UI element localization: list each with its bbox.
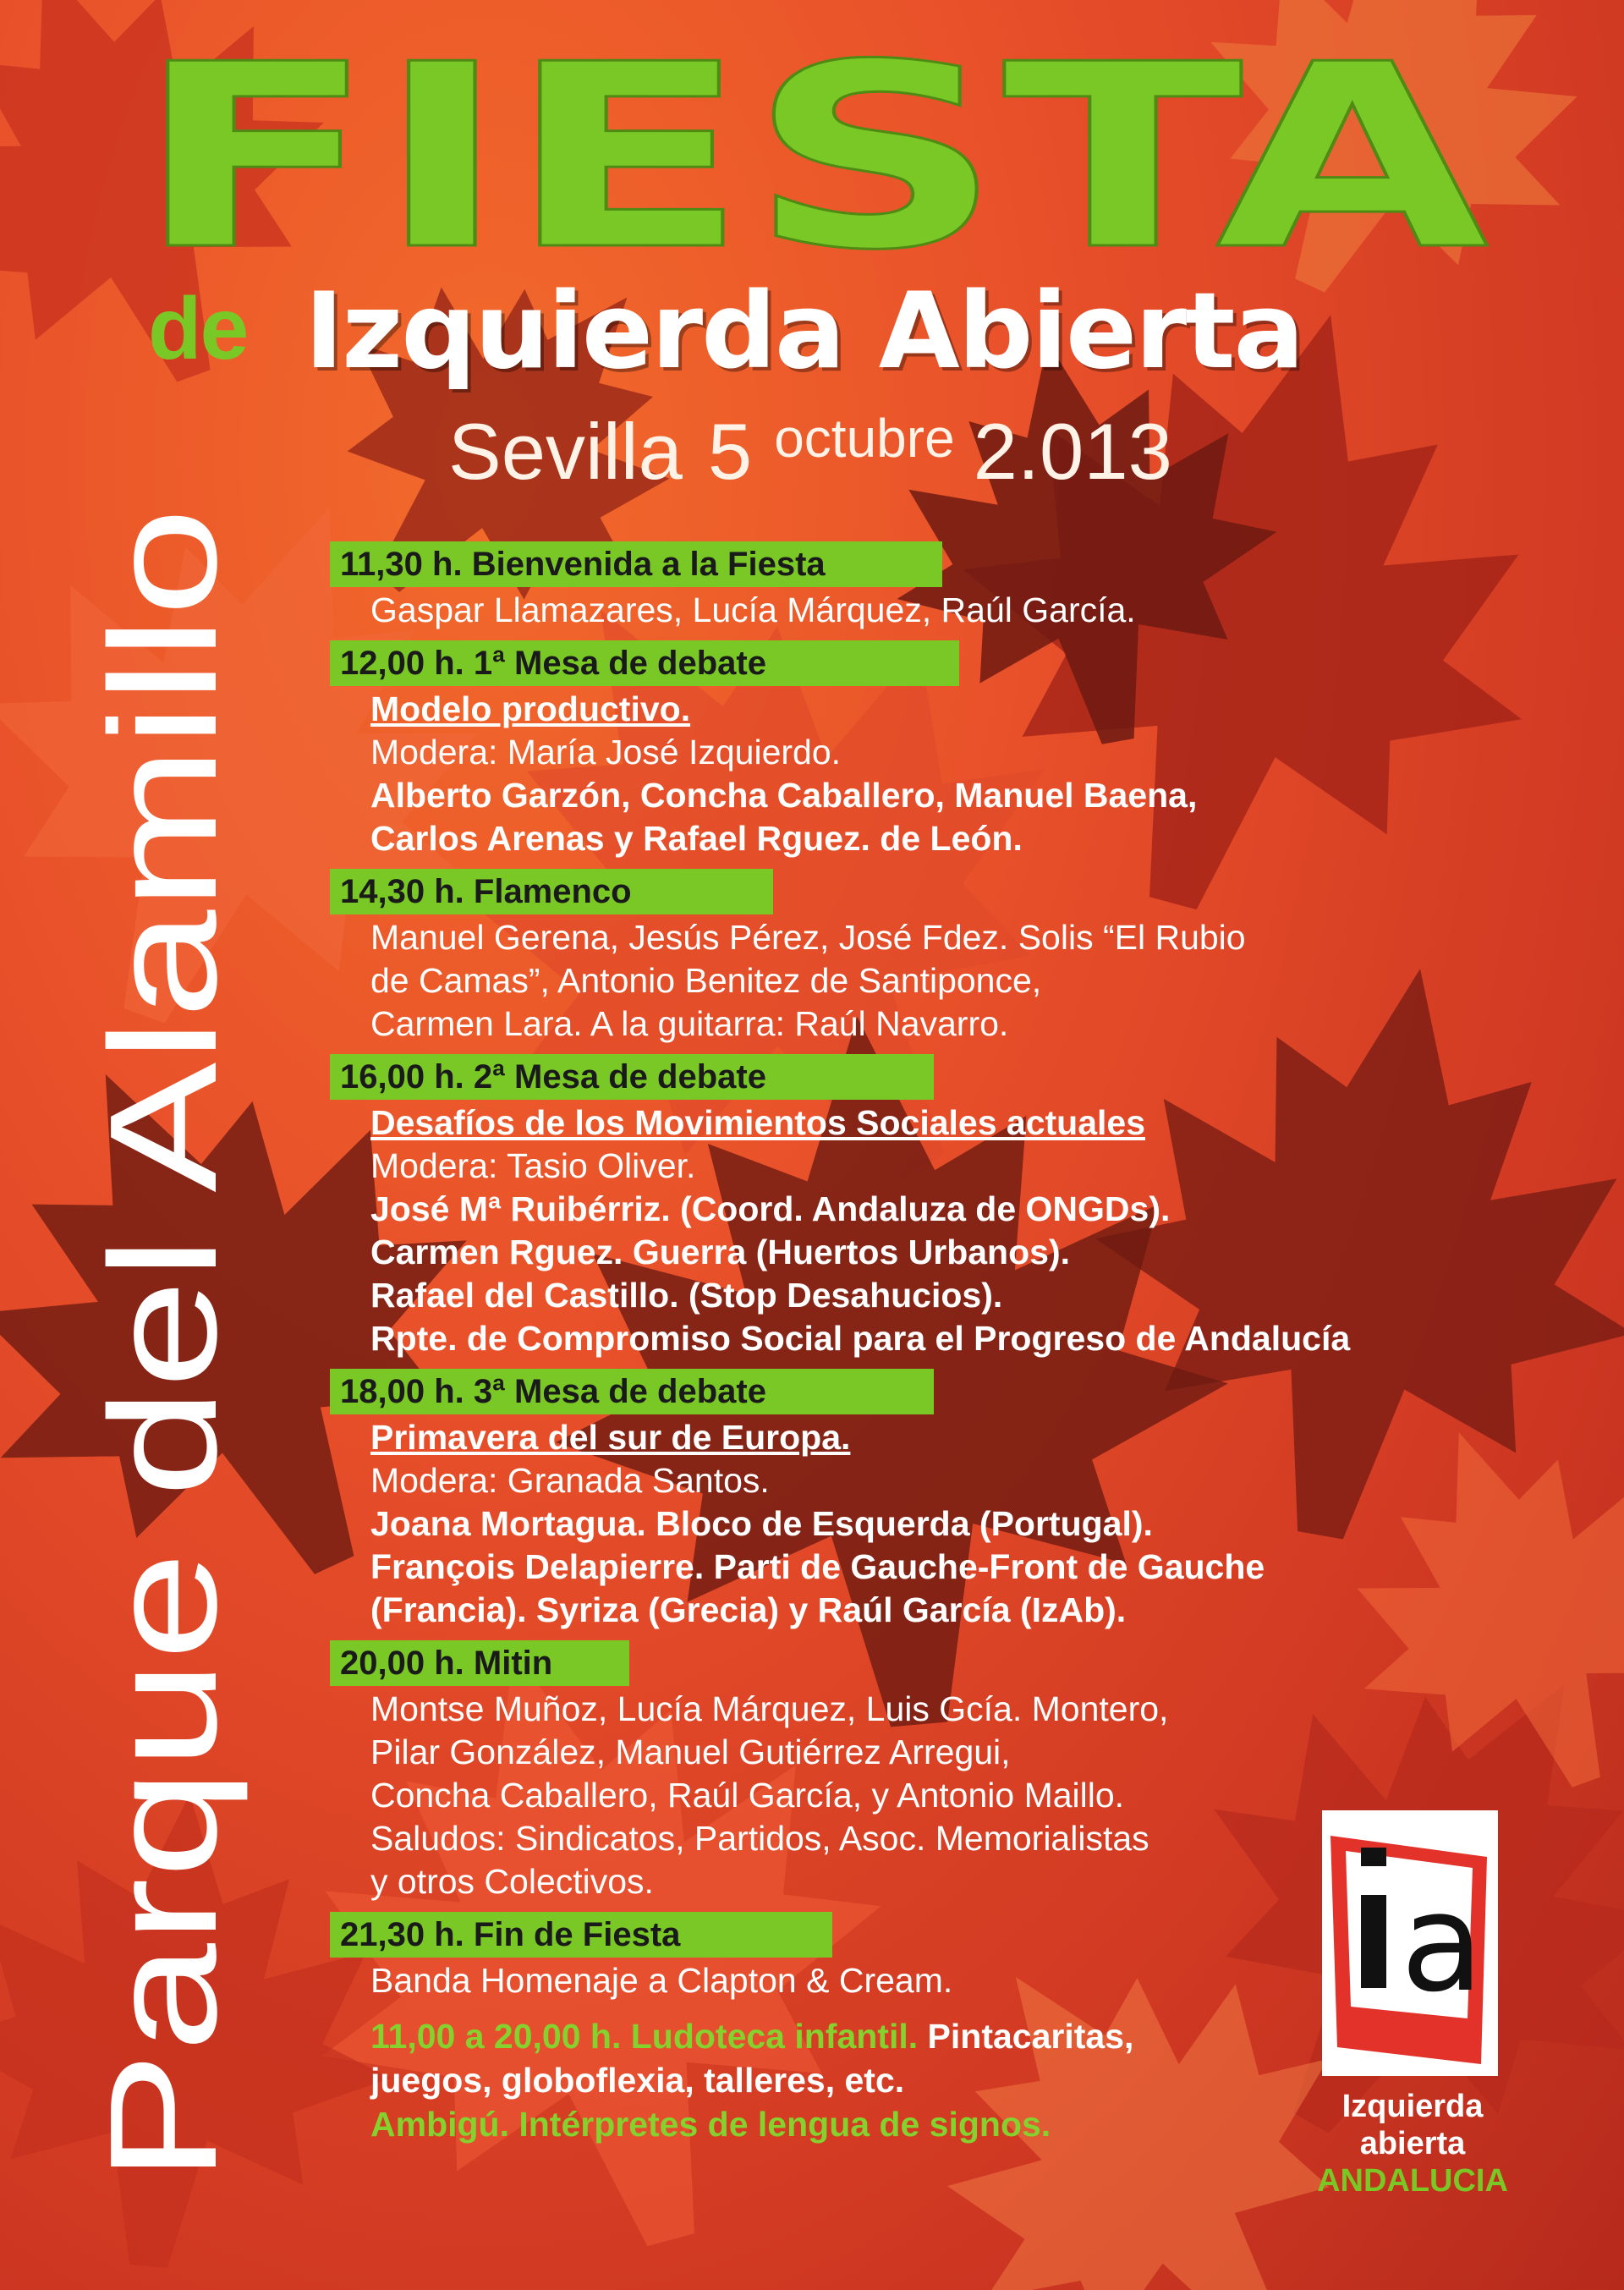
- program-detail-line: Rafael del Castillo. (Stop Desahucios).: [370, 1276, 1003, 1315]
- program-title: Mitin: [473, 1645, 553, 1682]
- program-item-details: [330, 1416, 1531, 1632]
- program-detail-line: Carlos Arenas y Rafael Rguez. de León.: [370, 819, 1023, 858]
- svg-text:a: a: [1400, 1864, 1484, 2022]
- fiesta-title-text: FIESTA: [135, 34, 1492, 288]
- program-detail-line: Montse Muñoz, Lucía Márquez, Luis Gcía. Montero,: [370, 1689, 1169, 1728]
- program-topic: Modelo productivo.: [370, 689, 691, 728]
- program-item-heading: [330, 1640, 629, 1686]
- program-title: Bienvenida a la Fiesta: [471, 546, 826, 583]
- program-title: 1ª Mesa de debate: [473, 645, 766, 682]
- program-topic: Desafíos de los Movimientos Sociales actuales: [370, 1103, 1146, 1142]
- date-year: 2.013: [973, 407, 1172, 496]
- program-title: Flamenco: [473, 873, 632, 910]
- ludoteca-note: 11,00 a 20,00 h. Ludoteca infantil.: [370, 2017, 919, 2056]
- program-detail-line: Joana Mortagua. Bloco de Esquerda (Portugal).: [370, 1504, 1153, 1543]
- program-detail-line: Modera: María José Izquierdo.: [370, 733, 842, 772]
- program-detail-line: Carmen Rguez. Guerra (Huertos Urbanos).: [370, 1233, 1070, 1271]
- date-city: Sevilla: [448, 407, 683, 496]
- program-detail-line: Rpte. de Compromiso Social para el Progreso de Andalucía: [370, 1319, 1351, 1358]
- venue-vertical: [34, 491, 262, 2208]
- ia-logo-icon: [1322, 1810, 1498, 2076]
- program-title: Fin de Fiesta: [473, 1916, 681, 1953]
- organization-title: Izquierda Abierta: [304, 271, 1303, 393]
- ludoteca-activities: juegos, globoflexia, talleres, etc.: [370, 2061, 905, 2100]
- date-day: 5: [707, 407, 753, 496]
- program-detail-line: Saludos: Sindicatos, Partidos, Asoc. Memorialistas: [370, 1819, 1149, 1858]
- date-month: octubre: [774, 408, 955, 469]
- program-detail-line: Gaspar Llamazares, Lucía Márquez, Raúl García.: [370, 590, 1136, 629]
- logo-name-line1: Izquierda: [1341, 2089, 1484, 2124]
- program-detail-line: Modera: Granada Santos.: [370, 1461, 770, 1500]
- program-item-heading: [330, 1369, 934, 1414]
- program-detail-line: Concha Caballero, Raúl García, y Antonio Maillo.: [370, 1776, 1125, 1815]
- program-time: 16,00 h.: [340, 1058, 464, 1096]
- program-item: [330, 1369, 1531, 1632]
- ludoteca-activities-start: Pintacaritas,: [927, 2017, 1134, 2056]
- program-item-details: [330, 688, 1531, 860]
- logo-caption: [1303, 2088, 1522, 2199]
- program-detail-line: José Mª Ruibérriz. (Coord. Andaluza de ONGDs).: [370, 1189, 1171, 1228]
- services-note: Ambigú. Intérpretes de lengua de signos.: [370, 2105, 1051, 2144]
- event-date: [448, 406, 1172, 497]
- program-topic: Primavera del sur de Europa.: [370, 1418, 851, 1457]
- program-detail-line: (Francia). Syriza (Grecia) y Raúl García (IzAb).: [370, 1590, 1127, 1629]
- logo-region: ANDALUCIA: [1317, 2163, 1508, 2199]
- program-time: 21,30 h.: [340, 1916, 464, 1953]
- program-item-heading: [330, 640, 959, 686]
- fiesta-title: [127, 34, 1497, 288]
- program-detail-line: Modera: Tasio Oliver.: [370, 1146, 696, 1185]
- program-item-details: [330, 916, 1531, 1046]
- venue-text: Parque del Alamillo: [79, 879, 249, 2183]
- program-item-heading: [330, 869, 773, 914]
- program-detail-line: Pilar González, Manuel Gutiérrez Arregui,: [370, 1733, 1011, 1771]
- program-item-details: [330, 1101, 1531, 1360]
- program-item-heading: [330, 1054, 934, 1100]
- title-connector: de: [148, 280, 248, 378]
- program-time: 20,00 h.: [340, 1645, 464, 1682]
- program-item-heading: [330, 541, 942, 587]
- program-detail-line: de Camas”, Antonio Benitez de Santiponce,: [370, 961, 1042, 1000]
- program-title: 3ª Mesa de debate: [473, 1373, 766, 1410]
- program-detail-line: Banda Homenaje a Clapton & Cream.: [370, 1961, 953, 2000]
- program-detail-line: Manuel Gerena, Jesús Pérez, José Fdez. Solis “El Rubio: [370, 918, 1246, 957]
- program-item: [330, 541, 1531, 632]
- program-detail-line: Carmen Lara. A la guitarra: Raúl Navarro.: [370, 1004, 1009, 1043]
- program-item-heading: [330, 1912, 832, 1958]
- program-time: 12,00 h.: [340, 645, 464, 682]
- program-item: [330, 640, 1531, 860]
- program-time: 18,00 h.: [340, 1373, 464, 1410]
- program-item: [330, 1054, 1531, 1360]
- logo-name-line2: abierta: [1359, 2126, 1466, 2161]
- program-detail-line: François Delapierre. Parti de Gauche-Front de Gauche: [370, 1547, 1265, 1586]
- program-time: 14,30 h.: [340, 873, 464, 910]
- program-item-details: [330, 589, 1531, 632]
- program-detail-line: y otros Colectivos.: [370, 1862, 654, 1901]
- program-time: 11,30 h.: [340, 546, 463, 583]
- program-title: 2ª Mesa de debate: [473, 1058, 766, 1096]
- program-detail-line: Alberto Garzón, Concha Caballero, Manuel Baena,: [370, 776, 1198, 815]
- program-item: [330, 869, 1531, 1046]
